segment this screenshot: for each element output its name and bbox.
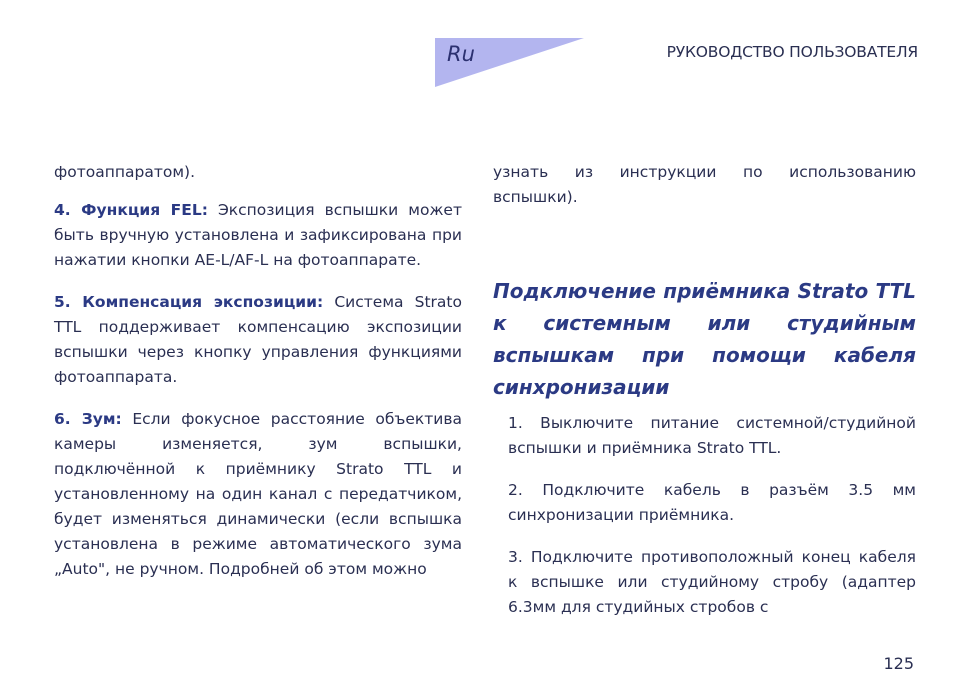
left-intro-text: фотоаппаратом). [54,163,196,181]
left-column [54,160,462,599]
exposure-compensation-label: 5. Компенсация экспозиции: [54,293,324,311]
section-heading: Подключение приёмника Strato TTL к системным или студийным вспышкам при помощи кабеля синхронизации [493,279,916,399]
page-number: 125 [883,654,914,673]
manual-title: РУКОВОДСТВО ПОЛЬЗОВАТЕЛЯ [666,43,918,61]
right-column [493,160,916,637]
steps-list [493,411,916,620]
step-item: 1. Выключите питание системной/студийной вспышки и приёмника Strato TTL. [508,414,916,457]
zoom-text: Если фокусное расстояние объектива камеры изменяется, зум вспышки, подключённой к приёмнику Strato TTL и установленному на один канал с передатчиком, будет изменяться динамически (если вспышка установлена в режиме автоматического зума „Auto", не ручном. Подробней об этом можно [54,410,462,578]
step-item: 3. Подключите противоположный конец кабеля к вспышке или студийному стробу (адаптер 6.3мм для студийных стробов с [508,548,916,616]
zoom-paragraph [54,407,462,582]
fel-label: 4. Функция FEL: [54,201,208,219]
exposure-compensation-paragraph [54,290,462,390]
exposure-compensation-text: Система Strato TTL поддерживает компенсацию экспозиции вспышки через кнопку управления функциями фотоаппарата. [54,293,462,386]
language-label: Ru [447,42,475,66]
zoom-label: 6. Зум: [54,410,122,428]
right-intro-text: узнать из инструкции по использованию вспышки). [493,163,916,206]
fel-text: Экспозиция вспышки может быть вручную установлена и зафиксирована при нажатии кнопки AE-L/AF-L на фотоаппарате. [54,201,462,269]
step-item: 2. Подключите кабель в разъём 3.5 мм синхронизации приёмника. [508,481,916,524]
fel-paragraph [54,198,462,273]
